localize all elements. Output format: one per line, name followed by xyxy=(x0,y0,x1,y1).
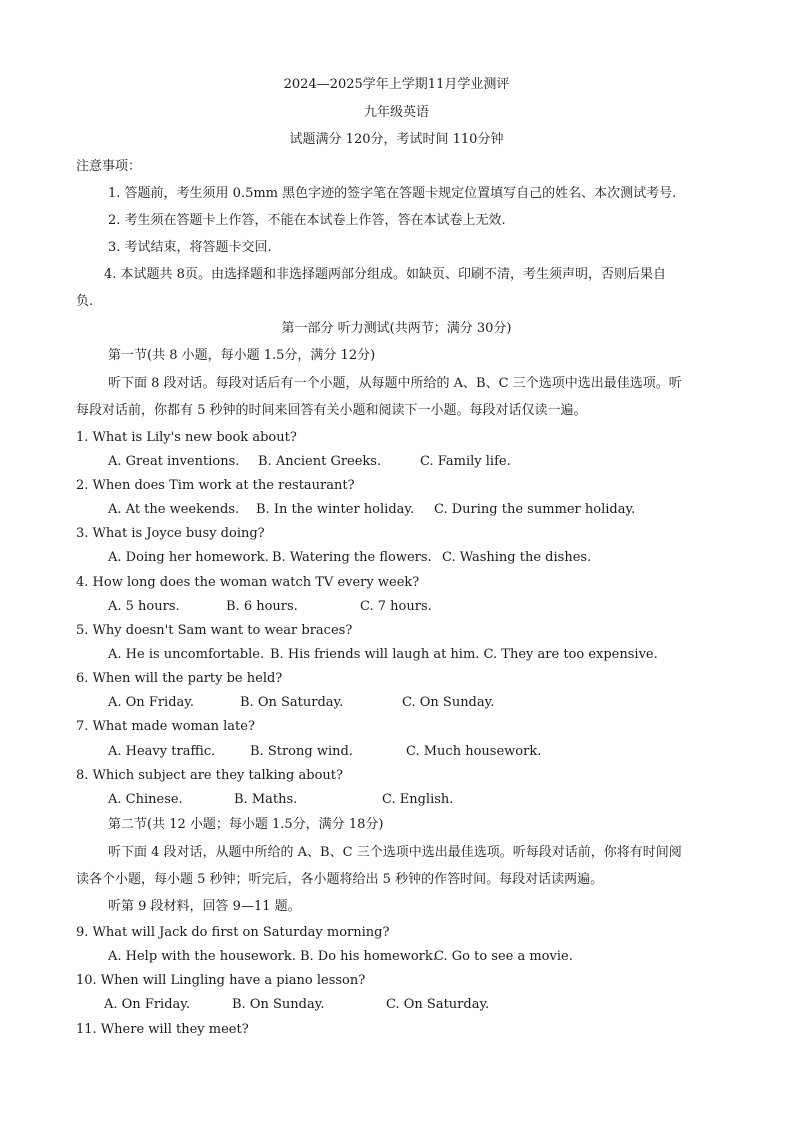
option: B. Watering the flowers. xyxy=(272,550,432,565)
question: 6. When will the party be held? xyxy=(76,671,283,686)
notice-item: 负. xyxy=(76,294,94,309)
section2-instructions: 听下面 4 段对话，从题中所给的 A、B、C 三个选项中选出最佳选项。听每段对话前，你将有时间阅 xyxy=(108,845,682,860)
option: B. 6 hours. xyxy=(226,599,298,614)
question: 11. Where will they meet? xyxy=(76,1022,249,1037)
option: B. Maths. xyxy=(234,792,298,807)
option: C. 7 hours. xyxy=(360,599,432,614)
question: 9. What will Jack do first on Saturday morning? xyxy=(76,925,390,940)
option: A. 5 hours. xyxy=(108,599,180,614)
material-note: 听第 9 段材料，回答 9—11 题。 xyxy=(108,899,301,914)
option: A. Doing her homework. xyxy=(108,550,269,565)
question: 10. When will Lingling have a piano lesson? xyxy=(76,973,366,988)
option: B. Ancient Greeks. xyxy=(258,454,382,469)
option: A. He is uncomfortable. xyxy=(108,647,265,662)
option: C. On Sunday. xyxy=(402,695,495,710)
section2-title: 第二节(共 12 小题；每小题 1.5分，满分 18分) xyxy=(108,817,384,832)
option: C. During the summer holiday. xyxy=(434,502,636,517)
notice-item: 1. 答题前，考生须用 0.5mm 黑色字迹的签字笔在答题卡规定位置填写自己的姓名、本次测试考号. xyxy=(108,186,677,201)
option: B. On Sunday. xyxy=(232,997,325,1012)
option: B. Strong wind. xyxy=(250,744,353,759)
option: A. Help with the housework. B. Do his homework. xyxy=(108,949,437,964)
section1-title: 第一节(共 8 小题，每小题 1.5分，满分 12分) xyxy=(108,348,376,363)
option: B. His friends will laugh at him. C. They are too expensive. xyxy=(270,647,658,662)
question: 2. When does Tim work at the restaurant? xyxy=(76,478,355,493)
notice-item: 2. 考生须在答题卡上作答，不能在本试卷上作答，答在本试卷上无效. xyxy=(108,213,506,228)
option: A. Great inventions. xyxy=(108,454,240,469)
exam-title: 2024—2025学年上学期11月学业测评 xyxy=(283,77,510,92)
question: 4. How long does the woman watch TV every week? xyxy=(76,575,420,590)
question: 3. What is Joyce busy doing? xyxy=(76,526,265,541)
option: C. Go to see a movie. xyxy=(434,949,573,964)
question: 5. Why doesn't Sam want to wear braces? xyxy=(76,623,353,638)
question: 1. What is Lily's new book about? xyxy=(76,430,297,445)
option: C. On Saturday. xyxy=(386,997,490,1012)
option: C. Much housework. xyxy=(406,744,542,759)
section2-instructions: 读各个小题，每小题 5 秒钟；听完后，各小题将给出 5 秒钟的作答时间。每段对话读两遍。 xyxy=(76,872,604,887)
section1-instructions: 听下面 8 段对话。每段对话后有一个小题，从每题中所给的 A、B、C 三个选项中选出最佳选项。听 xyxy=(108,376,682,391)
notice-item: 3. 考试结束，将答题卡交回. xyxy=(108,240,272,255)
exam-subtitle: 九年级英语 xyxy=(363,105,429,120)
option: B. On Saturday. xyxy=(240,695,344,710)
question: 8. Which subject are they talking about? xyxy=(76,768,343,783)
question: 7. What made woman late? xyxy=(76,719,255,734)
part1-title: 第一部分 听力测试(共两节；满分 30分) xyxy=(281,321,512,336)
option: A. Chinese. xyxy=(108,792,183,807)
option: A. On Friday. xyxy=(108,695,195,710)
notice-heading: 注意事项： xyxy=(76,159,142,174)
option: C. English. xyxy=(382,792,454,807)
option: C. Washing the dishes. xyxy=(442,550,592,565)
section1-instructions: 每段对话前，你都有 5 秒钟的时间来回答有关小题和阅读下一小题。每段对话仅读一遍。 xyxy=(76,403,587,418)
option: A. On Friday. xyxy=(104,997,191,1012)
notice-item: 4. 本试题共 8页。由选择题和非选择题两部分组成。如缺页、印刷不清，考生须声明，否则后果自 xyxy=(104,267,666,282)
option: C. Family life. xyxy=(420,454,511,469)
option: B. In the winter holiday. xyxy=(256,502,415,517)
option: A. At the weekends. xyxy=(108,502,240,517)
exam-meta: 试题满分 120分，考试时间 110分钟 xyxy=(289,132,504,147)
option: A. Heavy traffic. xyxy=(108,744,216,759)
